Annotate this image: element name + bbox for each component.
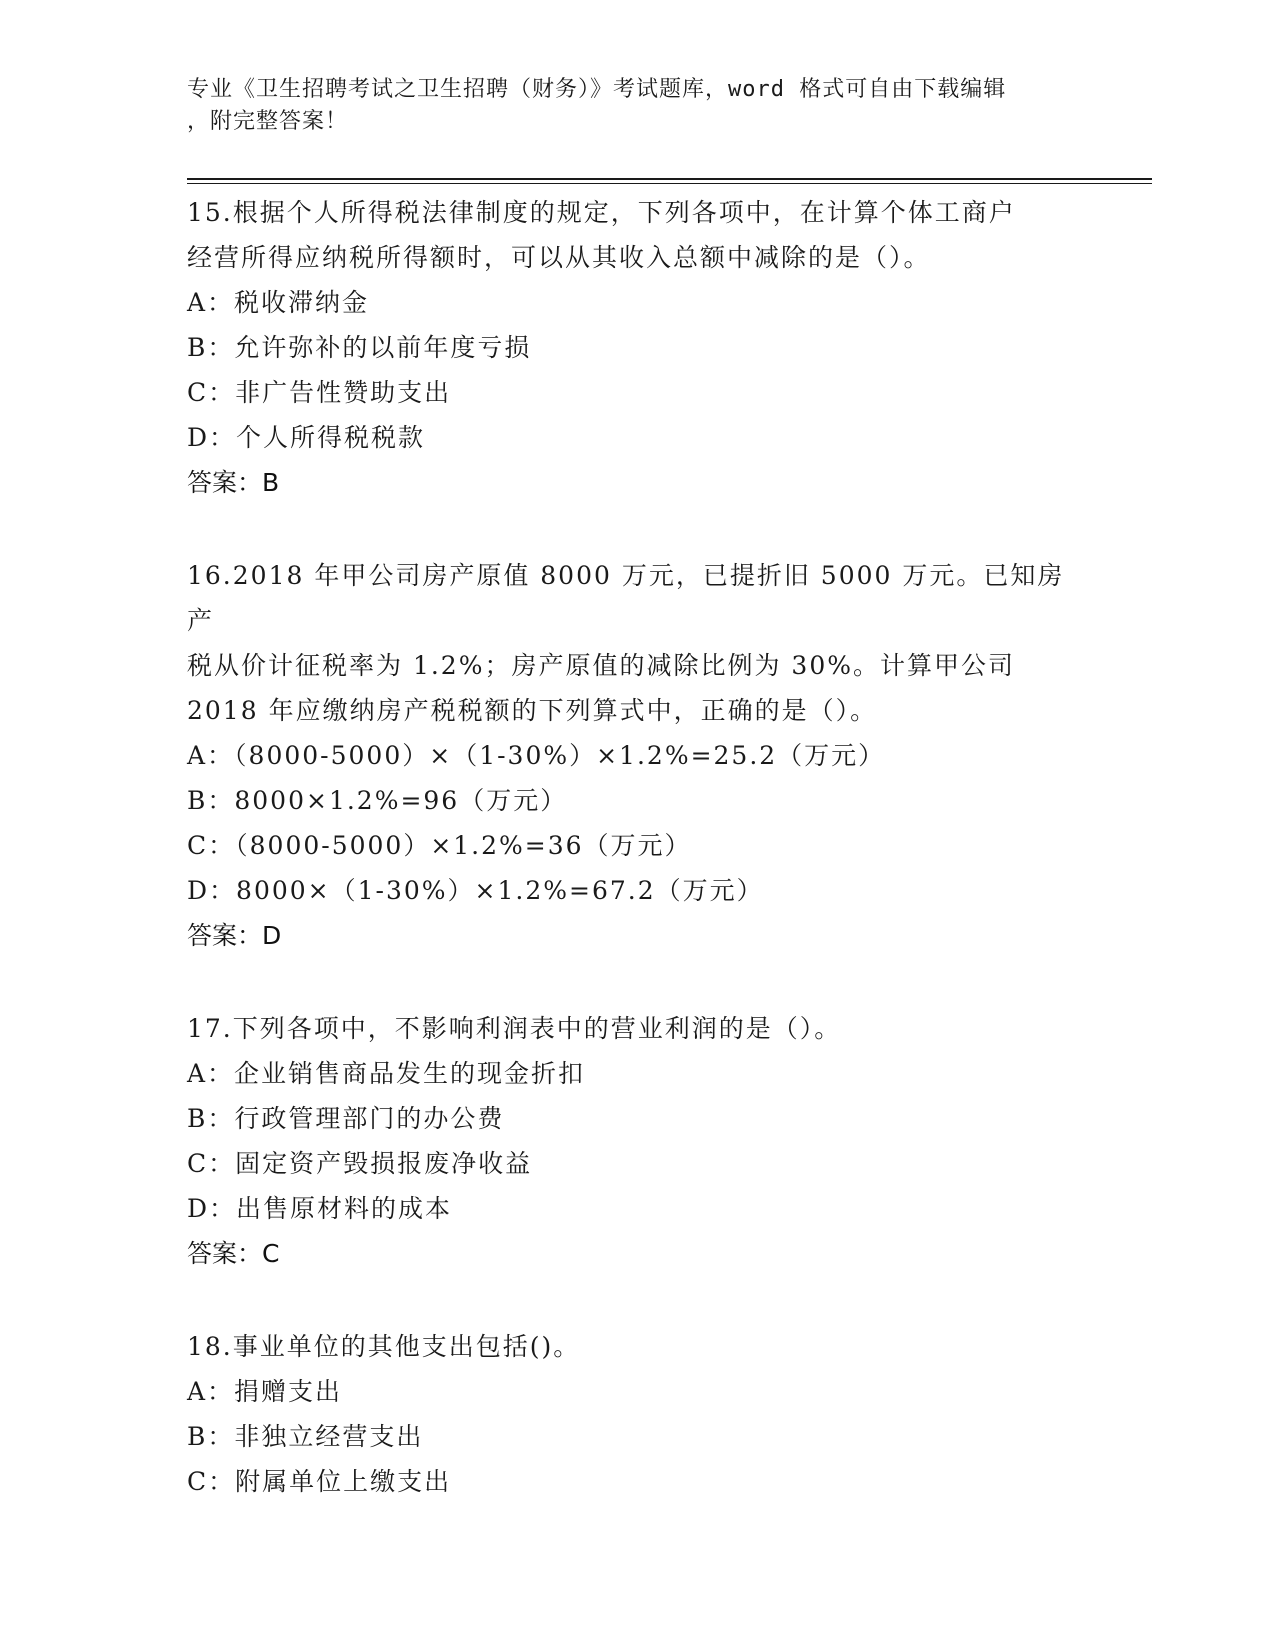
option-b: B：行政管理部门的办公费 — [187, 1104, 505, 1133]
option-b: B：8000×1.2%=96（万元） — [187, 786, 568, 815]
answer-line: 答案：B — [187, 468, 280, 497]
document-header — [187, 74, 1067, 138]
question-list — [187, 190, 1087, 1552]
option-d: D：出售原材料的成本 — [187, 1194, 453, 1223]
header-divider-thick — [187, 178, 1152, 180]
option-a: A：企业销售商品发生的现金折扣 — [187, 1059, 586, 1088]
option-c: C：（8000-5000）×1.2%=36（万元） — [187, 831, 692, 860]
option-c: C：非广告性赞助支出 — [187, 378, 452, 407]
option-a: A：捐赠支出 — [187, 1377, 343, 1406]
question-stem-line: 17.下列各项中，不影响利润表中的营业利润的是（）。 — [187, 1014, 842, 1043]
question-stem-line: 16.2018 年甲公司房产原值 8000 万元，已提折旧 5000 万元。已知房产 — [187, 561, 1065, 635]
question-15 — [187, 190, 1087, 505]
option-d: D：8000×（1-30%）×1.2%=67.2（万元） — [187, 876, 764, 905]
question-stem-line: 15.根据个人所得税法律制度的规定，下列各项中，在计算个体工商户 — [187, 198, 1016, 227]
option-b: B：允许弥补的以前年度亏损 — [187, 333, 532, 362]
header-line-1: 专业《卫生招聘考试之卫生招聘（财务）》考试题库，word 格式可自由下载编辑 — [187, 77, 1007, 102]
option-b: B：非独立经营支出 — [187, 1422, 424, 1451]
question-17 — [187, 1006, 1087, 1276]
question-16 — [187, 553, 1087, 958]
header-line-2: ，附完整答案！ — [187, 109, 349, 134]
question-stem-line: 2018 年应缴纳房产税税额的下列算式中，正确的是（）。 — [187, 696, 878, 725]
answer-line: 答案：D — [187, 921, 282, 950]
question-stem-line: 税从价计征税率为 1.2%；房产原值的减除比例为 30%。计算甲公司 — [187, 651, 1015, 680]
answer-line: 答案：C — [187, 1239, 280, 1268]
question-stem-line: 经营所得应纳税所得额时，可以从其收入总额中减除的是（）。 — [187, 243, 931, 272]
option-a: A：（8000-5000）×（1-30%）×1.2%=25.2（万元） — [187, 741, 886, 770]
option-c: C：附属单位上缴支出 — [187, 1467, 452, 1496]
header-divider-thin — [187, 183, 1152, 184]
question-stem-line: 18.事业单位的其他支出包括()。 — [187, 1332, 581, 1361]
option-d: D：个人所得税税款 — [187, 423, 426, 452]
option-a: A：税收滞纳金 — [187, 288, 370, 317]
option-c: C：固定资产毁损报废净收益 — [187, 1149, 533, 1178]
question-18 — [187, 1324, 1087, 1504]
